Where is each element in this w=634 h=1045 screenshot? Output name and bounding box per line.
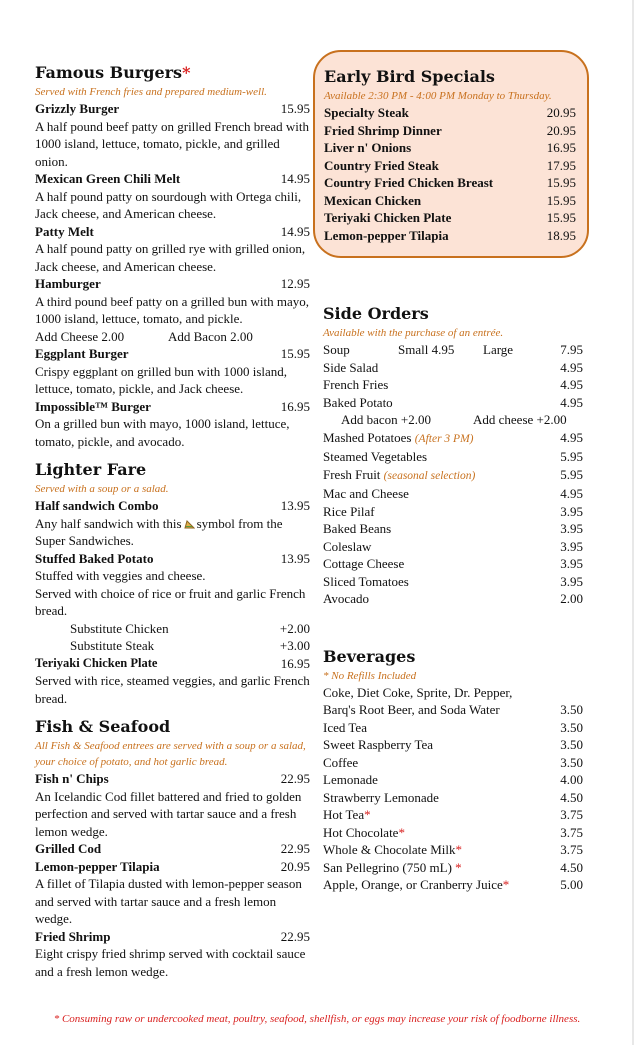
menu-item: Fried Shrimp Dinner 20.95 <box>324 122 576 138</box>
item-description: A fillet of Tilapia dusted with lemon-pepper season and served with tartar sauce and a fresh lemon wedge. <box>35 876 302 926</box>
item-description: Crispy eggplant on grilled bun with 1000 island, lettuce, tomato, pickle, and Jack cheese. <box>35 363 288 396</box>
menu-item: Steamed Vegetables 5.95 <box>323 449 583 464</box>
menu-item: Side Salad 4.95 <box>323 359 583 375</box>
menu-item: Half sandwich Combo 13.95 <box>35 498 310 513</box>
menu-item: Country Fried Steak 17.95 <box>324 157 576 173</box>
section-subtitle: All Fish & Seafood entrees are served with a soup or a salad, your choice of potato, and hot garlic bread. <box>35 740 306 768</box>
menu-item: Cottage Cheese 3.95 <box>323 556 583 571</box>
menu-item: Mexican Chicken 15.95 <box>324 192 576 208</box>
menu-item: Avocado 2.00 <box>323 591 583 606</box>
menu-item: Impossible™ Burger 16.95 <box>35 398 310 414</box>
section-title: Famous Burgers* <box>35 63 191 82</box>
menu-item: Teriyaki Chicken Plate 16.95 <box>35 655 310 671</box>
item-description: On a grilled bun with mayo, 1000 island, lettuce, tomato, pickle, and avocado. <box>35 416 290 449</box>
menu-item: Hamburger 12.95 <box>35 276 310 291</box>
item-description: A half pound beef patty on grilled French bread with 1000 island, lettuce, tomato, pickle, and grilled onion. <box>35 118 310 169</box>
menu-item: San Pellegrino (750 mL) * 4.50 <box>323 859 583 875</box>
menu-item: Coleslaw 3.95 <box>323 538 583 554</box>
menu-item: Baked Potato 4.95 <box>323 394 583 410</box>
menu-item: Hot Tea* 3.75 <box>323 807 583 822</box>
addon-row: Add Cheese 2.00 Add Bacon 2.00 <box>35 328 253 344</box>
menu-item: Grizzly Burger 15.95 <box>35 101 310 116</box>
section-title: Fish & Seafood <box>35 717 171 736</box>
section-subtitle: Served with French fries and prepared medium-well. <box>35 86 267 98</box>
early-bird-box <box>313 50 589 258</box>
menu-item: Lemon-pepper Tilapia 18.95 <box>324 227 576 243</box>
menu-item: Specialty Steak 20.95 <box>324 105 576 120</box>
lighter-fare-section <box>35 459 310 707</box>
menu-item: Sweet Raspberry Tea 3.50 <box>323 737 583 752</box>
menu-item: Eggplant Burger 15.95 <box>35 346 310 361</box>
right-column <box>323 303 583 894</box>
menu-item: Mexican Green Chili Melt 14.95 <box>35 171 310 186</box>
menu-item: Baked Beans 3.95 <box>323 521 583 536</box>
substitute-row: Substitute Steak +3.00 <box>70 638 310 653</box>
menu-item: Lemonade 4.00 <box>323 772 583 787</box>
menu-item: Grilled Cod 22.95 <box>35 841 310 856</box>
menu-item: Iced Tea 3.50 <box>323 719 583 735</box>
menu-item: French Fries 4.95 <box>323 377 583 392</box>
left-column <box>35 62 310 980</box>
menu-item: Coke, Diet Coke, Sprite, Dr. Pepper, <box>323 684 513 700</box>
beverages-section <box>323 646 583 894</box>
menu-item: Liver n' Onions 16.95 <box>324 140 576 155</box>
menu-item: Sliced Tomatoes 3.95 <box>323 573 583 589</box>
section-subtitle: Served with a soup or a salad. <box>35 483 169 495</box>
menu-item: Stuffed Baked Potato 13.95 <box>35 550 310 566</box>
side-orders-section <box>323 303 583 608</box>
menu-item: Whole & Chocolate Milk* 3.75 <box>323 842 583 857</box>
item-description: Eight crispy fried shrimp served with cocktail sauce and a fresh lemon wedge. <box>35 946 306 979</box>
menu-item: Fresh Fruit (seasonal selection) 5.95 <box>323 466 583 482</box>
menu-item: Apple, Orange, or Cranberry Juice* 5.00 <box>323 877 583 892</box>
burgers-section <box>35 62 310 450</box>
section-subtitle: Available 2:30 PM - 4:00 PM Monday to Thursday. <box>324 90 552 102</box>
menu-item: Barq's Root Beer, and Soda Water 3.50 <box>323 702 583 717</box>
menu-item: Coffee 3.50 <box>323 754 583 770</box>
section-title: Early Bird Specials <box>324 67 495 86</box>
sandwich-icon <box>184 520 195 529</box>
addon-row: Add bacon +2.00 Add cheese +2.00 <box>341 412 567 427</box>
menu-item: Country Fried Chicken Breast 15.95 <box>324 175 576 190</box>
item-description: Stuffed with veggies and cheese. <box>35 568 206 583</box>
menu-item: Fish n' Chips 22.95 <box>35 771 310 786</box>
menu-item: Hot Chocolate* 3.75 <box>323 824 583 840</box>
menu-item: Fried Shrimp 22.95 <box>35 928 310 944</box>
item-description: A third pound beef patty on a grilled bun with mayo, 1000 island, lettuce, tomato, and pickle. <box>35 293 310 326</box>
item-description: Served with rice, steamed veggies, and garlic French bread. <box>35 673 310 706</box>
item-description: A half pound patty on grilled rye with grilled onion, Jack cheese, and American cheese. <box>35 241 306 274</box>
section-subtitle: Available with the purchase of an entrée. <box>323 327 504 339</box>
menu-item: Mac and Cheese 4.95 <box>323 486 583 501</box>
section-subtitle: * No Refills Included <box>323 669 417 682</box>
menu-item: Patty Melt 14.95 <box>35 223 310 239</box>
menu-item: Rice Pilaf 3.95 <box>323 503 583 519</box>
item-description: An Icelandic Cod fillet battered and fried to golden perfection and served with tartar sauce and a fresh lemon wedge. <box>35 788 302 839</box>
menu-item: Strawberry Lemonade 4.50 <box>323 789 583 805</box>
section-title: Side Orders <box>323 304 429 323</box>
item-description: Any half sandwich with this symbol from the Super Sandwiches. <box>35 515 283 548</box>
menu-item: Teriyaki Chicken Plate 15.95 <box>324 210 576 225</box>
fish-seafood-section <box>35 716 310 980</box>
section-title: Lighter Fare <box>35 460 147 479</box>
food-safety-disclaimer: * Consuming raw or undercooked meat, poultry, seafood, shellfish, or eggs may increase your risk of foodborne illness. <box>53 1013 581 1025</box>
section-title: Beverages <box>323 646 416 666</box>
item-description: Served with choice of rice or fruit and garlic French bread. <box>35 585 306 618</box>
menu-item: Soup Small 4.95 Large 7.95 <box>323 342 583 357</box>
item-description: A half pound patty on sourdough with Ortega chili, Jack cheese, and American cheese. <box>35 188 302 221</box>
menu-item: Mashed Potatoes (After 3 PM) 4.95 <box>323 429 583 445</box>
substitute-row: Substitute Chicken +2.00 <box>70 620 310 636</box>
menu-item: Lemon-pepper Tilapia 20.95 <box>35 858 310 874</box>
